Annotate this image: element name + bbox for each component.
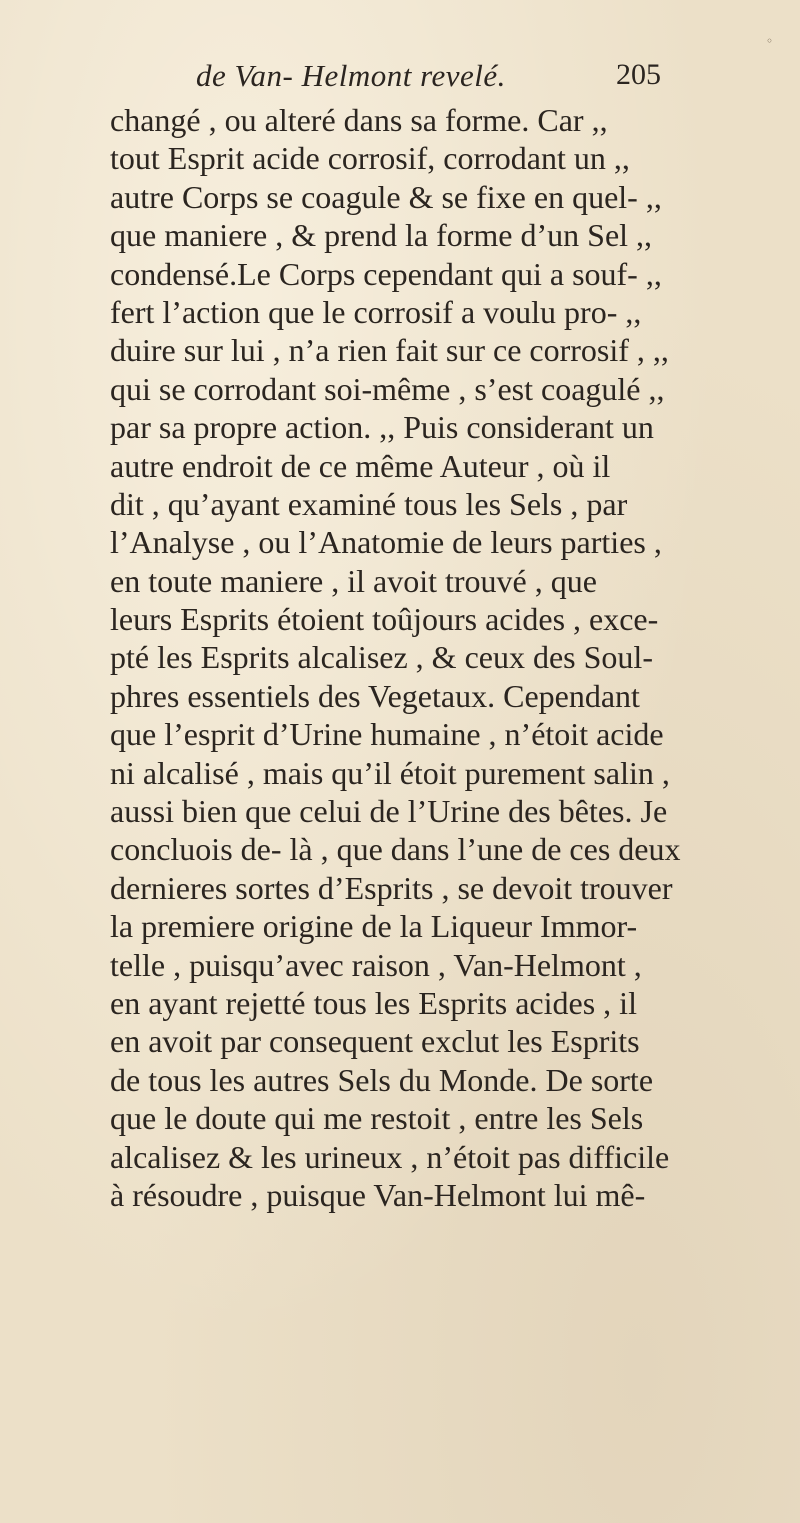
- text-line: fert l’action que le corrosif a voulu pro- ,,: [110, 293, 642, 330]
- text-line: duire sur lui , n’a rien fait sur ce corrosif , ,,: [110, 332, 669, 369]
- text-line: changé , ou alteré dans sa forme. Car ,,: [110, 102, 608, 138]
- text-line: ni alcalisé , mais qu’il étoit purement salin ,: [110, 754, 670, 791]
- text-line: dernieres sortes d’Esprits , se devoit trouver: [110, 869, 673, 906]
- text-line: tout Esprit acide corrosif, corrodant un ,,: [110, 140, 630, 177]
- text-line: concluois de- là , que dans l’une de ces deux: [110, 831, 681, 868]
- text-line: leurs Esprits étoient toûjours acides , exce-: [110, 601, 659, 638]
- text-line: en ayant rejetté tous les Esprits acides , il: [110, 984, 637, 1021]
- page-header: [0, 58, 800, 98]
- text-line: dit , qu’ayant examiné tous les Sels , par: [110, 485, 628, 522]
- body-text: [110, 101, 740, 1214]
- text-line: de tous les autres Sels du Monde. De sorte: [110, 1061, 654, 1098]
- text-line: condensé.Le Corps cependant qui a souf- ,,: [110, 255, 662, 292]
- text-line: que le doute qui me restoit , entre les Sels: [110, 1100, 644, 1137]
- text-line: phres essentiels des Vegetaux. Cependant: [110, 677, 640, 714]
- text-line: autre endroit de ce même Auteur , où il: [110, 447, 611, 484]
- text-line: telle , puisqu’avec raison , Van-Helmont ,: [110, 946, 642, 983]
- running-head: de Van- Helmont revelé.: [196, 58, 506, 93]
- text-line: que l’esprit d’Urine humaine , n’étoit acide: [110, 716, 664, 753]
- text-line: en toute maniere , il avoit trouvé , que: [110, 562, 597, 599]
- text-line: l’Analyse , ou l’Anatomie de leurs parties ,: [110, 524, 662, 561]
- ink-speck: ◦: [766, 34, 774, 48]
- text-line: que maniere , & prend la forme d’un Sel ,,: [110, 217, 653, 254]
- text-line: la premiere origine de la Liqueur Immor-: [110, 908, 638, 945]
- text-line: alcalisez & les urineux , n’étoit pas difficile: [110, 1138, 670, 1175]
- text-line: pté les Esprits alcalisez , & ceux des Soul-: [110, 639, 653, 676]
- text-line: à résoudre , puisque Van-Helmont lui mê-: [110, 1176, 646, 1213]
- text-line: aussi bien que celui de l’Urine des bêtes. Je: [110, 793, 668, 830]
- text-line: par sa propre action. ,, Puis considerant un: [110, 409, 654, 446]
- page-number: 205: [616, 58, 661, 91]
- text-line: qui se corrodant soi-même , s’est coagulé ,,: [110, 370, 665, 407]
- text-line: autre Corps se coagule & se fixe en quel- ,,: [110, 178, 662, 215]
- text-line: en avoit par consequent exclut les Esprits: [110, 1023, 640, 1060]
